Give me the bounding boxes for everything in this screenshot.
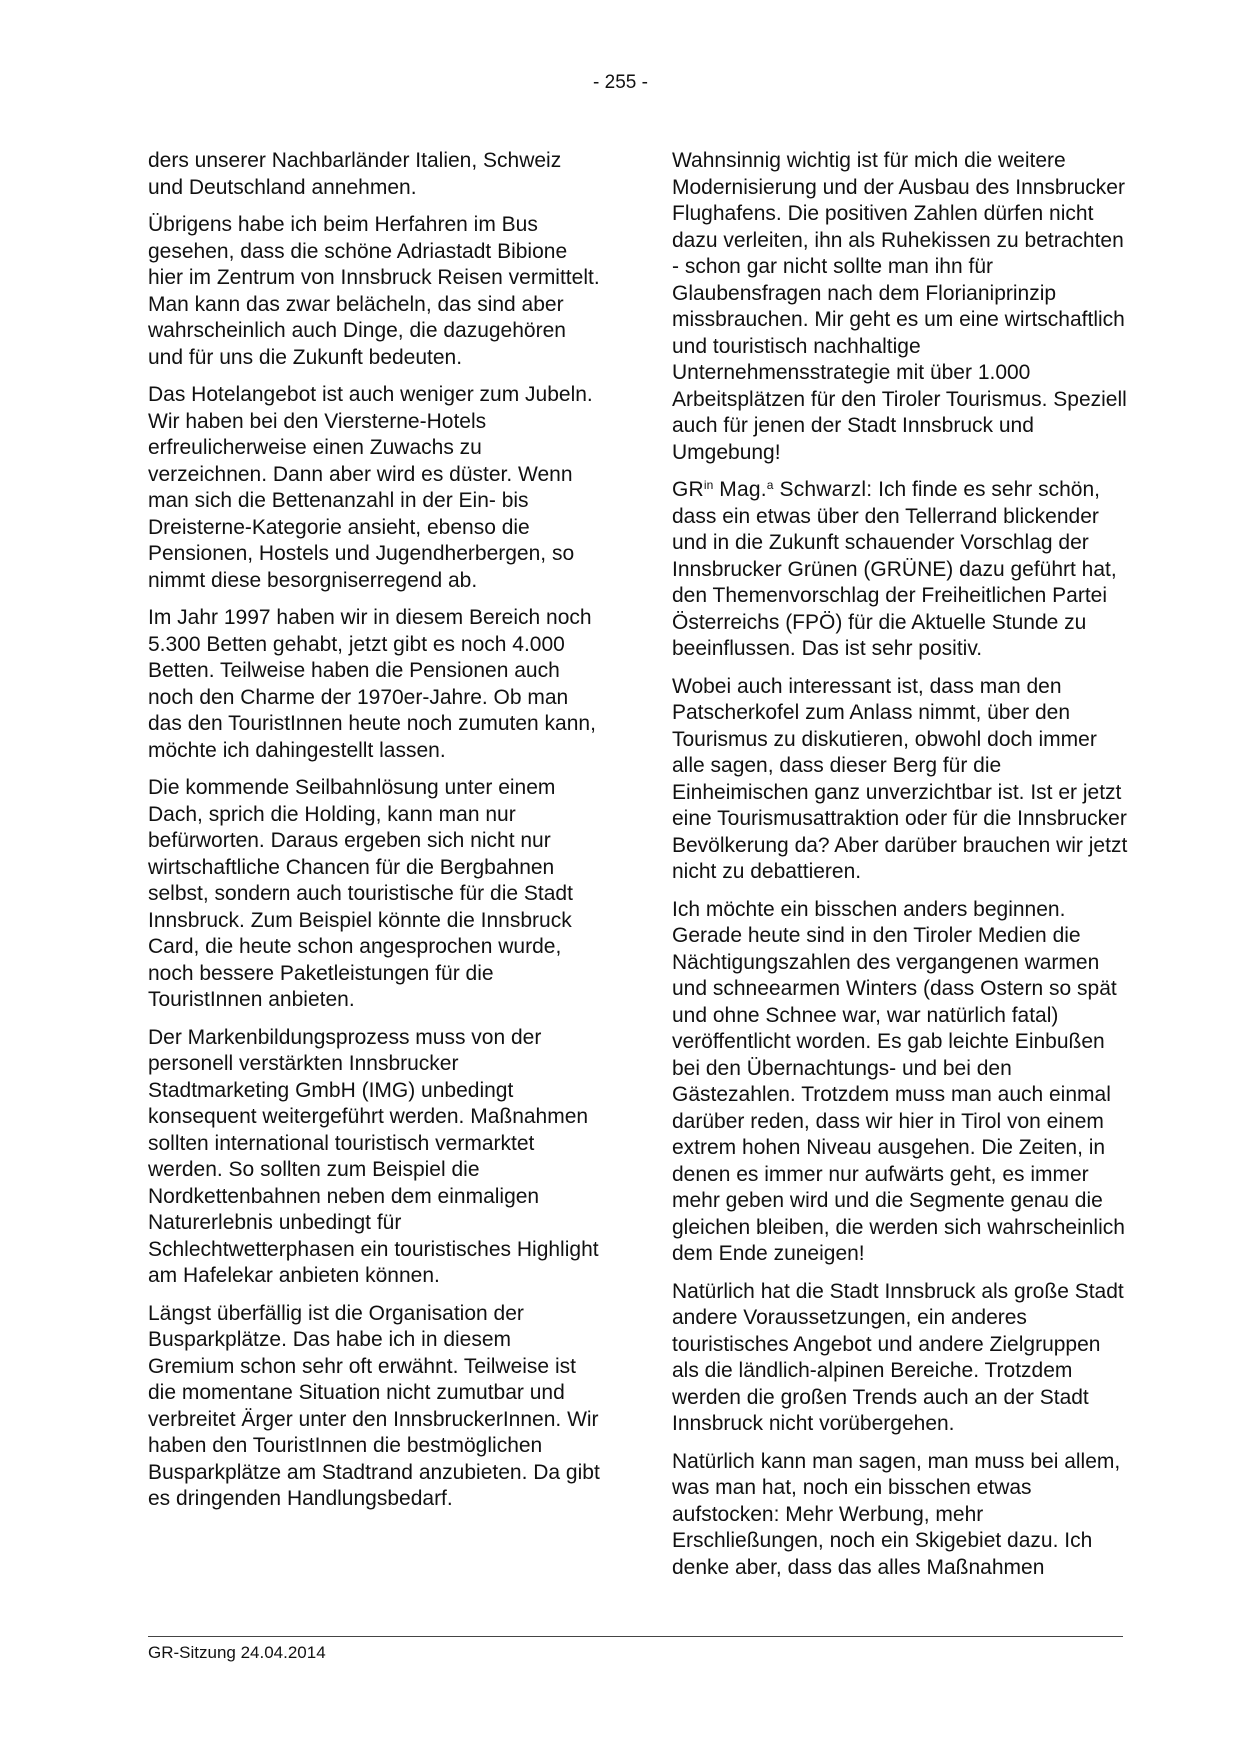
paragraph: Längst überfällig ist die Organisation der Busparkplätze. Das habe ich in diesem Gremium schon sehr oft erwähnt. Teilweise ist die momentane Situation nicht zumutbar und verbreitet Ärger unter den InnsbruckerInnen. Wir haben den TouristInnen die bestmöglichen Busparkplätze am Stadtrand anzubieten. Da gibt es dringenden Handlungsbedarf. bbox=[148, 1301, 600, 1510]
page-number: - 255 - bbox=[593, 72, 648, 93]
speaker-title-superscript: a bbox=[766, 478, 774, 492]
speaker-text: Ich finde es sehr schön, dass ein etwas über den Tellerrand blickender und in die Zukunft schauender Vorschlag der Innsbrucker Grünen (GRÜNE) dazu geführt hat, den Themenvorschlag der Freiheitlichen Partei Österreichs (FPÖ) für die Aktuelle Stunde zu beeinflussen. Das ist sehr positiv. bbox=[672, 478, 1117, 660]
paragraph: ders unserer Nachbarländer Italien, Schweiz und Deutschland annehmen. bbox=[148, 149, 562, 199]
left-column bbox=[148, 148, 600, 1524]
paragraph: Wobei auch interessant ist, dass man den Patscherkofel zum Anlass nimmt, über den Tourismus zu diskutieren, obwohl doch immer alle sagen, dass dieser Berg für die Einheimischen ganz unverzichtbar ist. Ist er jetzt eine Tourismusattraktion oder für die Innsbrucker Bevölkerung da? Aber darüber brauchen wir jetzt nicht zu debattieren. bbox=[672, 674, 1128, 883]
speaker-paragraph bbox=[672, 477, 1132, 663]
right-column bbox=[672, 148, 1132, 1592]
paragraph: Natürlich hat die Stadt Innsbruck als große Stadt andere Voraussetzungen, ein anderes touristisches Angebot und andere Zielgruppen als die ländlich-alpinen Bereiche. Trotzdem werden die großen Trends auch an der Stadt Innsbruck nicht vorübergehen. bbox=[672, 1279, 1124, 1435]
paragraph: Das Hotelangebot ist auch weniger zum Jubeln. Wir haben bei den Viersterne-Hotels erfreulicherweise einen Zuwachs zu verzeichnen. Dann aber wird es düster. Wenn man sich die Bettenanzahl in der Ein- bis Dreisterne-Kategorie ansieht, ebenso die Pensionen, Hostels und Jugendherbergen, so nimmt diese besorgniserregend ab. bbox=[148, 383, 593, 592]
paragraph: Der Markenbildungsprozess muss von der personell verstärkten Innsbrucker Stadtmarketing GmbH (IMG) unbedingt konsequent weitergeführt werden. Maßnahmen sollten international touristisch vermarktet werden. So sollten zum Beispiel die Nordkettenbahnen neben dem einmaligen Naturerlebnis unbedingt für Schlechtwetterphasen ein touristisches Highlight am Hafelekar anbieten können. bbox=[148, 1025, 599, 1287]
paragraph: Im Jahr 1997 haben wir in diesem Bereich noch 5.300 Betten gehabt, jetzt gibt es noch 4.000 Betten. Teilweise haben die Pensionen auch noch den Charme der 1970er-Jahre. Ob man das den TouristInnen heute noch zumuten kann, möchte ich dahingestellt lassen. bbox=[148, 606, 596, 762]
paragraph: Übrigens habe ich beim Herfahren im Bus gesehen, dass die schöne Adriastadt Bibione hier im Zentrum von Innsbruck Reisen vermittelt. Man kann das zwar belächeln, das sind aber wahrscheinlich auch Dinge, die dazugehören und für uns die Zukunft bedeuten. bbox=[148, 213, 600, 369]
paragraph: Natürlich kann man sagen, man muss bei allem, was man hat, noch ein bisschen etwas aufstocken: Mehr Werbung, mehr Erschließungen, noch ein Skigebiet dazu. Ich denke aber, dass das alles Maßnahmen bbox=[672, 1449, 1121, 1579]
speaker-name: Schwarzl: bbox=[773, 478, 873, 501]
footer-divider bbox=[148, 1636, 1123, 1637]
speaker-title: Mag. bbox=[713, 478, 767, 501]
paragraph: Ich möchte ein bisschen anders beginnen. Gerade heute sind in den Tiroler Medien die Nächtigungszahlen des vergangenen warmen und schneearmen Winters (dass Ostern so spät und ohne Schnee war, war natürlich fatal) veröffentlicht worden. Es gab leichte Einbußen bei den Übernachtungs- und bei den Gästezahlen. Trotzdem muss man auch einmal darüber reden, dass wir hier in Tirol von einem extrem hohen Niveau ausgehen. Die Zeiten, in denen es immer nur aufwärts geht, es immer mehr geben wird und die Segmente genau die gleichen bleiben, die werden sich wahrscheinlich dem Ende zuneigen! bbox=[672, 897, 1125, 1265]
paragraph: Wahnsinnig wichtig ist für mich die weitere Modernisierung und der Ausbau des Innsbrucker Flughafens. Die positiven Zahlen dürfen nicht dazu verleiten, ihn als Ruhekissen zu betrachten - schon gar nicht sollte man ihn für Glaubensfragen nach dem Florianiprinzip missbrauchen. Mir geht es um eine wirtschaftlich und touristisch nachhaltige Unternehmensstrategie mit über 1.000 Arbeitsplätzen für den Tiroler Tourismus. Speziell auch für jenen der Stadt Innsbruck und Umgebung! bbox=[672, 149, 1127, 464]
speaker-prefix: GR bbox=[672, 478, 704, 501]
speaker-prefix-superscript: in bbox=[703, 478, 714, 492]
footer-session-date: GR-Sitzung 24.04.2014 bbox=[148, 1643, 326, 1662]
paragraph: Die kommende Seilbahnlösung unter einem Dach, sprich die Holding, kann man nur befürworten. Daraus ergeben sich nicht nur wirtschaftliche Chancen für die Bergbahnen selbst, sondern auch touristische für die Stadt Innsbruck. Zum Beispiel könnte die Innsbruck Card, die heute schon angesprochen wurde, noch bessere Paketleistungen für die TouristInnen anbieten. bbox=[148, 776, 573, 1011]
